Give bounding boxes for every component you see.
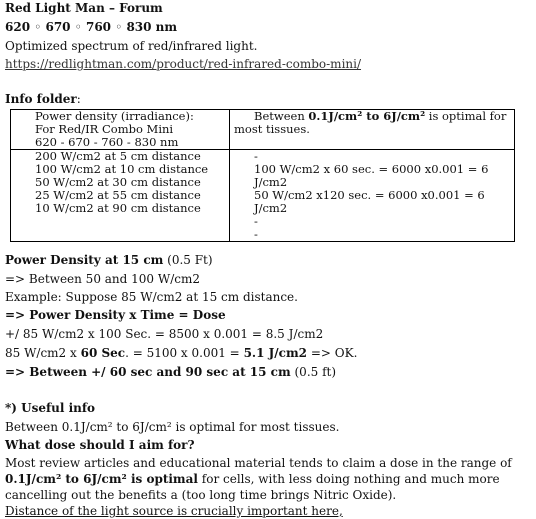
power-row: 50 W/cm2 at 30 cm distance: [35, 175, 201, 189]
dose-row: 100 W/cm2 x 60 sec. = 6000 x0.001 = 6 J/cm2: [254, 162, 489, 189]
dose-range-bold: 0.1J/cm² to 6J/cm²: [308, 109, 426, 123]
table-header-left-line: 620 - 670 - 760 - 830 nm: [35, 135, 179, 149]
power-density-line: => Between 50 and 100 W/cm2: [5, 272, 200, 286]
info-folder-colon: :: [76, 92, 81, 106]
product-link[interactable]: https://redlightman.com/product/red-infrared-combo-mini/: [5, 57, 362, 71]
product-link-line: [5, 56, 361, 72]
table-header-row: [11, 110, 515, 150]
info-folder-heading: [5, 91, 81, 107]
useful-info-heading: *) Useful info: [5, 401, 96, 415]
calc-part-bold: 5.1 J/cm2: [243, 346, 308, 360]
power-row: 200 W/cm2 at 5 cm distance: [35, 149, 201, 163]
power-row: 100 W/cm2 at 10 cm distance: [35, 162, 209, 176]
info-table: [10, 109, 515, 242]
table-body-right: [230, 150, 515, 242]
wavelengths-heading: 620 ◦ 670 ◦ 760 ◦ 830 nm: [5, 20, 178, 34]
subtitle: Optimized spectrum of red/infrared light.: [5, 39, 258, 53]
info-folder-label: Info folder: [5, 92, 77, 106]
calc-part: . = 5100 x 0.001 =: [125, 346, 244, 360]
paragraph-text: for cells, with less doing nothing and much more cancelling out the benefits a (too long time brings Nitric Oxide).: [5, 472, 500, 502]
table-header-left: [11, 110, 230, 150]
table-header-left-line: Power density (irradiance):: [35, 109, 194, 123]
doc-title: Red Light Man – Forum: [5, 1, 163, 15]
useful-info-line: Between 0.1J/cm² to 6J/cm² is optimal for most tissues.: [5, 420, 340, 434]
dose-range-post: is optimal for: [425, 109, 507, 123]
power-density-line: Example: Suppose 85 W/cm2 at 15 cm distance.: [5, 290, 298, 304]
table-body-left: [11, 150, 230, 242]
power-density-heading-bold: Power Density at 15 cm: [5, 253, 164, 267]
power-density-heading-suffix: (0.5 Ft): [163, 253, 213, 267]
table-body-row: [11, 150, 515, 242]
dose-row: 50 W/cm2 x120 sec. = 6000 x0.001 = 6 J/cm2: [254, 188, 485, 215]
power-row: 10 W/cm2 at 90 cm distance: [35, 201, 201, 215]
table-header-left-line: For Red/IR Combo Mini: [35, 122, 174, 136]
dose-row: -: [254, 149, 258, 163]
table-header-right: [230, 110, 515, 150]
calc-part: 85 W/cm2 x: [5, 346, 81, 360]
dose-row: -: [254, 227, 258, 241]
distance-note: Distance of the light source is crucially important here,: [5, 504, 343, 518]
dose-row: -: [254, 214, 258, 228]
power-density-line: [5, 345, 357, 361]
paragraph-text: Most review articles and educational material tends to claim a dose in the range of: [5, 456, 512, 470]
power-density-heading: [5, 252, 213, 268]
conclusion-bold: => Between +/ 60 sec and 90 sec at 15 cm: [5, 365, 291, 379]
paragraph-bold: 0.1J/cm² to 6J/cm² is optimal: [5, 472, 198, 486]
power-density-line: +/ 85 W/cm2 x 100 Sec. = 8500 x 0.001 = 8.5 J/cm2: [5, 327, 324, 341]
power-row: 25 W/cm2 at 55 cm distance: [35, 188, 201, 202]
dose-question: What dose should I aim for?: [5, 438, 195, 452]
dose-range-pre: Between: [254, 109, 309, 123]
power-density-conclusion: [5, 364, 336, 380]
calc-part: => OK.: [307, 346, 358, 360]
table-header-right-line2: most tissues.: [234, 122, 310, 136]
power-density-formula: => Power Density x Time = Dose: [5, 308, 226, 322]
calc-part-bold: 60 Sec: [80, 346, 126, 360]
dose-paragraph: [5, 455, 531, 503]
conclusion-suffix: (0.5 ft): [290, 365, 337, 379]
